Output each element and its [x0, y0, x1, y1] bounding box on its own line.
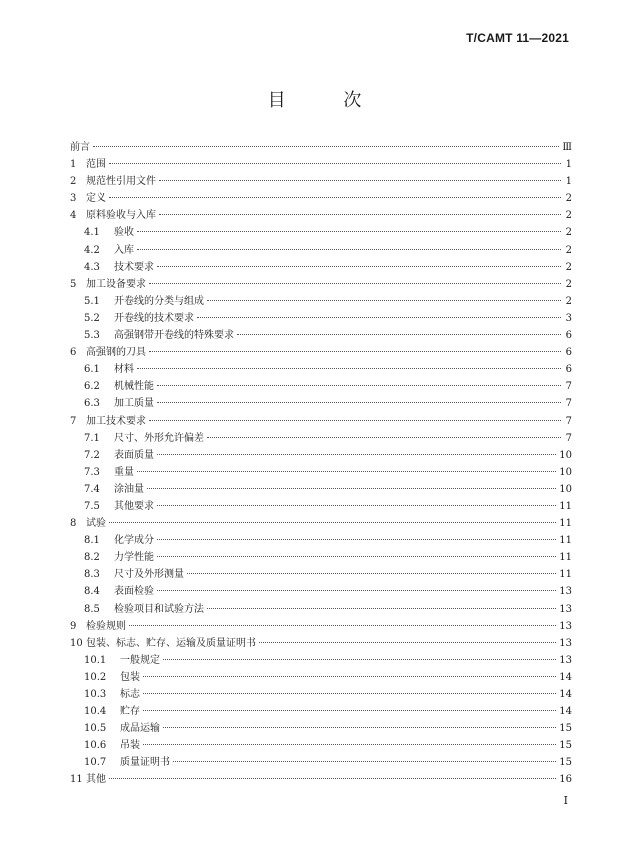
toc-entry-page: 10 [559, 449, 572, 461]
toc-entry-page: 6 [565, 347, 572, 359]
toc-entry-number: 4.3 [84, 261, 100, 273]
toc-entry-page: 2 [565, 193, 572, 205]
toc-entry[interactable] [70, 310, 572, 327]
toc-entry-page: 2 [565, 227, 572, 239]
toc-entry-label: 定义 [86, 193, 106, 205]
dot-leader [187, 573, 556, 574]
dot-leader [149, 420, 561, 421]
toc-entry[interactable] [70, 737, 572, 754]
toc-entry-label: 尺寸及外形测量 [114, 569, 184, 581]
toc-entry-page: 13 [559, 654, 572, 666]
toc-entry-label: 开卷线的分类与组成 [114, 295, 204, 307]
toc-entry[interactable] [70, 583, 572, 600]
toc-entry-number: 10.7 [84, 757, 107, 769]
dot-leader [93, 146, 559, 147]
dot-leader [109, 522, 556, 523]
toc-entry-number: 5.1 [84, 295, 100, 307]
toc-entry-page: 13 [559, 620, 572, 632]
toc-entry-number: 7.1 [84, 432, 100, 444]
toc-entry-label: 力学性能 [114, 552, 154, 564]
toc-entry[interactable] [70, 686, 572, 703]
toc-entry-page: 13 [559, 637, 572, 649]
toc-entry-number: 5.2 [84, 312, 100, 324]
toc-entry[interactable] [70, 754, 572, 771]
dot-leader [157, 590, 556, 591]
toc-entry-page: 15 [559, 740, 572, 752]
dot-leader [157, 454, 556, 455]
dot-leader [137, 471, 556, 472]
page-title: 目 次 [267, 90, 388, 111]
dot-leader [163, 659, 556, 660]
toc-entry-number: 10.1 [84, 654, 107, 666]
dot-leader [259, 642, 556, 643]
document-id-header: T/CAMT 11—2021 [466, 31, 569, 45]
toc-entry-label: 包装、标志、贮存、运输及质量证明书 [86, 637, 256, 649]
toc-entry[interactable] [70, 771, 572, 788]
dot-leader [157, 539, 556, 540]
dot-leader [207, 608, 556, 609]
toc-entry-number: 7.3 [84, 466, 100, 478]
toc-entry[interactable] [70, 276, 572, 293]
toc-entry[interactable] [70, 156, 572, 173]
toc-entry[interactable] [70, 481, 572, 498]
toc-entry-number: 10.2 [84, 671, 107, 683]
toc-entry-label: 表面质量 [114, 449, 154, 461]
toc-entry-label: 高强钢的刀具 [86, 347, 146, 359]
toc-entry-label: 其他要求 [114, 500, 154, 512]
toc-entry-label: 高强钢带开卷线的特殊要求 [114, 330, 234, 342]
toc-entry-number: 4 [70, 210, 77, 222]
toc-entry-page: 2 [565, 261, 572, 273]
toc-entry-label: 检验规则 [86, 620, 126, 632]
dot-leader [237, 334, 561, 335]
toc-entry-page: 15 [559, 757, 572, 769]
toc-entry-label: 加工技术要求 [86, 415, 146, 427]
toc-entry-number: 1 [70, 159, 77, 171]
toc-entry-number: 4.2 [84, 244, 100, 256]
toc-entry-number: 6 [70, 347, 77, 359]
dot-leader [159, 214, 561, 215]
toc-entry-page: 14 [559, 671, 572, 683]
toc-entry-page: 13 [559, 586, 572, 598]
toc-entry-number: 6.3 [84, 398, 100, 410]
toc-entry-page: 6 [565, 330, 572, 342]
toc-entry-number: 10.6 [84, 740, 107, 752]
toc-entry[interactable] [70, 601, 572, 618]
toc-entry-page: 13 [559, 603, 572, 615]
toc-entry[interactable] [70, 395, 572, 412]
toc-entry-label: 验收 [114, 227, 134, 239]
toc-entry-page: 3 [565, 312, 572, 324]
toc-entry[interactable] [70, 635, 572, 652]
toc-entry[interactable] [70, 242, 572, 259]
toc-entry-label: 规范性引用文件 [86, 176, 156, 188]
toc-entry-number: 8.3 [84, 569, 100, 581]
dot-leader [149, 283, 561, 284]
toc-entry-label: 机械性能 [114, 381, 154, 393]
toc-entry-label: 技术要求 [114, 261, 154, 273]
toc-entry[interactable] [70, 361, 572, 378]
toc-entry-page: Ⅲ [562, 142, 572, 153]
toc-entry-page: 2 [565, 210, 572, 222]
toc-entry-page: 2 [565, 295, 572, 307]
toc-entry[interactable] [70, 532, 572, 549]
page-number: I [563, 794, 568, 807]
dot-leader [157, 402, 561, 403]
toc-entry-label: 尺寸、外形允许偏差 [114, 432, 204, 444]
toc-entry[interactable] [70, 173, 572, 190]
dot-leader [143, 744, 556, 745]
toc-entry-page: 11 [559, 552, 572, 564]
toc-entry[interactable] [70, 327, 572, 344]
dot-leader [129, 625, 556, 626]
toc-entry-number: 6.1 [84, 364, 100, 376]
toc-entry-number: 8 [70, 518, 77, 530]
toc-entry-number: 5.3 [84, 330, 100, 342]
toc-entry-label: 检验项目和试验方法 [114, 603, 204, 615]
toc-entry-label: 吊装 [120, 740, 140, 752]
toc-entry-number: 8.5 [84, 603, 100, 615]
toc-entry[interactable] [70, 413, 572, 430]
toc-entry-label: 其他 [86, 774, 106, 786]
toc-entry-number: 9 [70, 620, 77, 632]
toc-entry[interactable] [70, 259, 572, 276]
toc-entry-label: 包装 [120, 671, 140, 683]
toc-entry-number: 10.5 [84, 723, 107, 735]
toc-entry-page: 15 [559, 723, 572, 735]
toc-entry-page: 14 [559, 689, 572, 700]
dot-leader [197, 317, 561, 318]
toc-entry-label: 质量证明书 [120, 757, 170, 769]
toc-entry-page: 1 [565, 176, 572, 188]
dot-leader [109, 778, 556, 779]
toc-entry[interactable] [70, 190, 572, 207]
dot-leader [159, 180, 561, 181]
dot-leader [207, 300, 561, 301]
toc-entry-label: 加工质量 [114, 398, 154, 410]
toc-entry-number: 10 [70, 637, 83, 649]
toc-entry[interactable] [70, 139, 572, 156]
toc-entry-number: 8.2 [84, 552, 100, 564]
toc-entry-label: 原料验收与入库 [86, 210, 156, 222]
dot-leader [109, 163, 561, 164]
toc-entry[interactable] [70, 720, 572, 737]
toc-entry-number: 8.4 [84, 586, 100, 598]
toc-entry-page: 7 [565, 415, 572, 427]
toc-entry[interactable] [70, 464, 572, 481]
toc-entry-label: 表面检验 [114, 586, 154, 598]
dot-leader [137, 249, 561, 250]
toc-entry-page: 11 [559, 518, 572, 530]
toc-entry-label: 材料 [114, 364, 134, 376]
toc-entry-label: 入库 [114, 244, 134, 256]
toc-entry-label: 范围 [86, 159, 106, 171]
dot-leader [157, 505, 556, 506]
toc-entry-page: 11 [559, 569, 572, 581]
dot-leader [143, 676, 556, 677]
toc-entry[interactable] [70, 566, 572, 583]
toc-entry-label: 涂油量 [114, 483, 144, 495]
table-of-contents [70, 139, 572, 789]
toc-entry-label: 标志 [120, 689, 140, 700]
toc-entry-page: 1 [565, 159, 572, 171]
dot-leader [173, 761, 556, 762]
toc-entry-number: 10.4 [84, 706, 107, 718]
toc-entry-label: 前言 [70, 142, 90, 153]
toc-entry-page: 16 [559, 774, 572, 786]
toc-entry-page: 7 [565, 381, 572, 393]
toc-entry-number: 11 [70, 774, 83, 786]
dot-leader [157, 266, 561, 267]
toc-entry-page: 10 [559, 466, 572, 478]
toc-entry[interactable] [70, 344, 572, 361]
toc-entry-label: 化学成分 [114, 535, 154, 547]
toc-entry[interactable] [70, 515, 572, 532]
toc-entry[interactable] [70, 447, 572, 464]
toc-entry-number: 6.2 [84, 381, 100, 393]
toc-entry[interactable] [70, 224, 572, 241]
toc-entry-number: 2 [70, 176, 77, 188]
dot-leader [157, 385, 561, 386]
toc-entry-label: 成品运输 [120, 723, 160, 735]
dot-leader [143, 693, 556, 694]
toc-entry[interactable] [70, 703, 572, 720]
dot-leader [157, 556, 556, 557]
toc-entry-number: 10.3 [84, 689, 107, 700]
dot-leader [149, 351, 561, 352]
dot-leader [143, 710, 556, 711]
toc-entry-number: 7.2 [84, 449, 100, 461]
toc-entry-label: 开卷线的技术要求 [114, 312, 194, 324]
toc-entry-page: 11 [559, 535, 572, 547]
dot-leader [147, 488, 556, 489]
toc-entry[interactable] [70, 669, 572, 686]
toc-entry[interactable] [70, 652, 572, 669]
toc-entry[interactable] [70, 378, 572, 395]
toc-entry-number: 3 [70, 193, 77, 205]
dot-leader [207, 437, 561, 438]
toc-entry-number: 7.5 [84, 500, 100, 512]
dot-leader [163, 727, 556, 728]
toc-entry-number: 7 [70, 415, 77, 427]
toc-entry-label: 加工设备要求 [86, 278, 146, 290]
dot-leader [109, 197, 561, 198]
toc-entry-page: 2 [565, 244, 572, 256]
dot-leader [137, 231, 561, 232]
toc-entry-number: 7.4 [84, 483, 100, 495]
toc-entry-label: 试验 [86, 518, 106, 530]
toc-entry[interactable] [70, 618, 572, 635]
toc-entry[interactable] [70, 293, 572, 310]
toc-entry-number: 4.1 [84, 227, 100, 239]
toc-entry-page: 6 [565, 364, 572, 376]
toc-entry-page: 7 [565, 432, 572, 444]
toc-entry-page: 11 [559, 500, 572, 512]
toc-entry-page: 10 [559, 483, 572, 495]
toc-entry-label: 贮存 [120, 706, 140, 718]
toc-entry-number: 5 [70, 278, 77, 290]
toc-entry[interactable] [70, 498, 572, 515]
toc-entry-label: 重量 [114, 466, 134, 478]
toc-entry-number: 8.1 [84, 535, 100, 547]
toc-entry-page: 7 [565, 398, 572, 410]
toc-entry-label: 一般规定 [120, 654, 160, 666]
toc-entry-page: 2 [565, 278, 572, 290]
toc-entry[interactable] [70, 549, 572, 566]
toc-entry-page: 14 [559, 706, 572, 718]
toc-entry[interactable] [70, 430, 572, 447]
dot-leader [137, 368, 561, 369]
toc-entry[interactable] [70, 207, 572, 224]
